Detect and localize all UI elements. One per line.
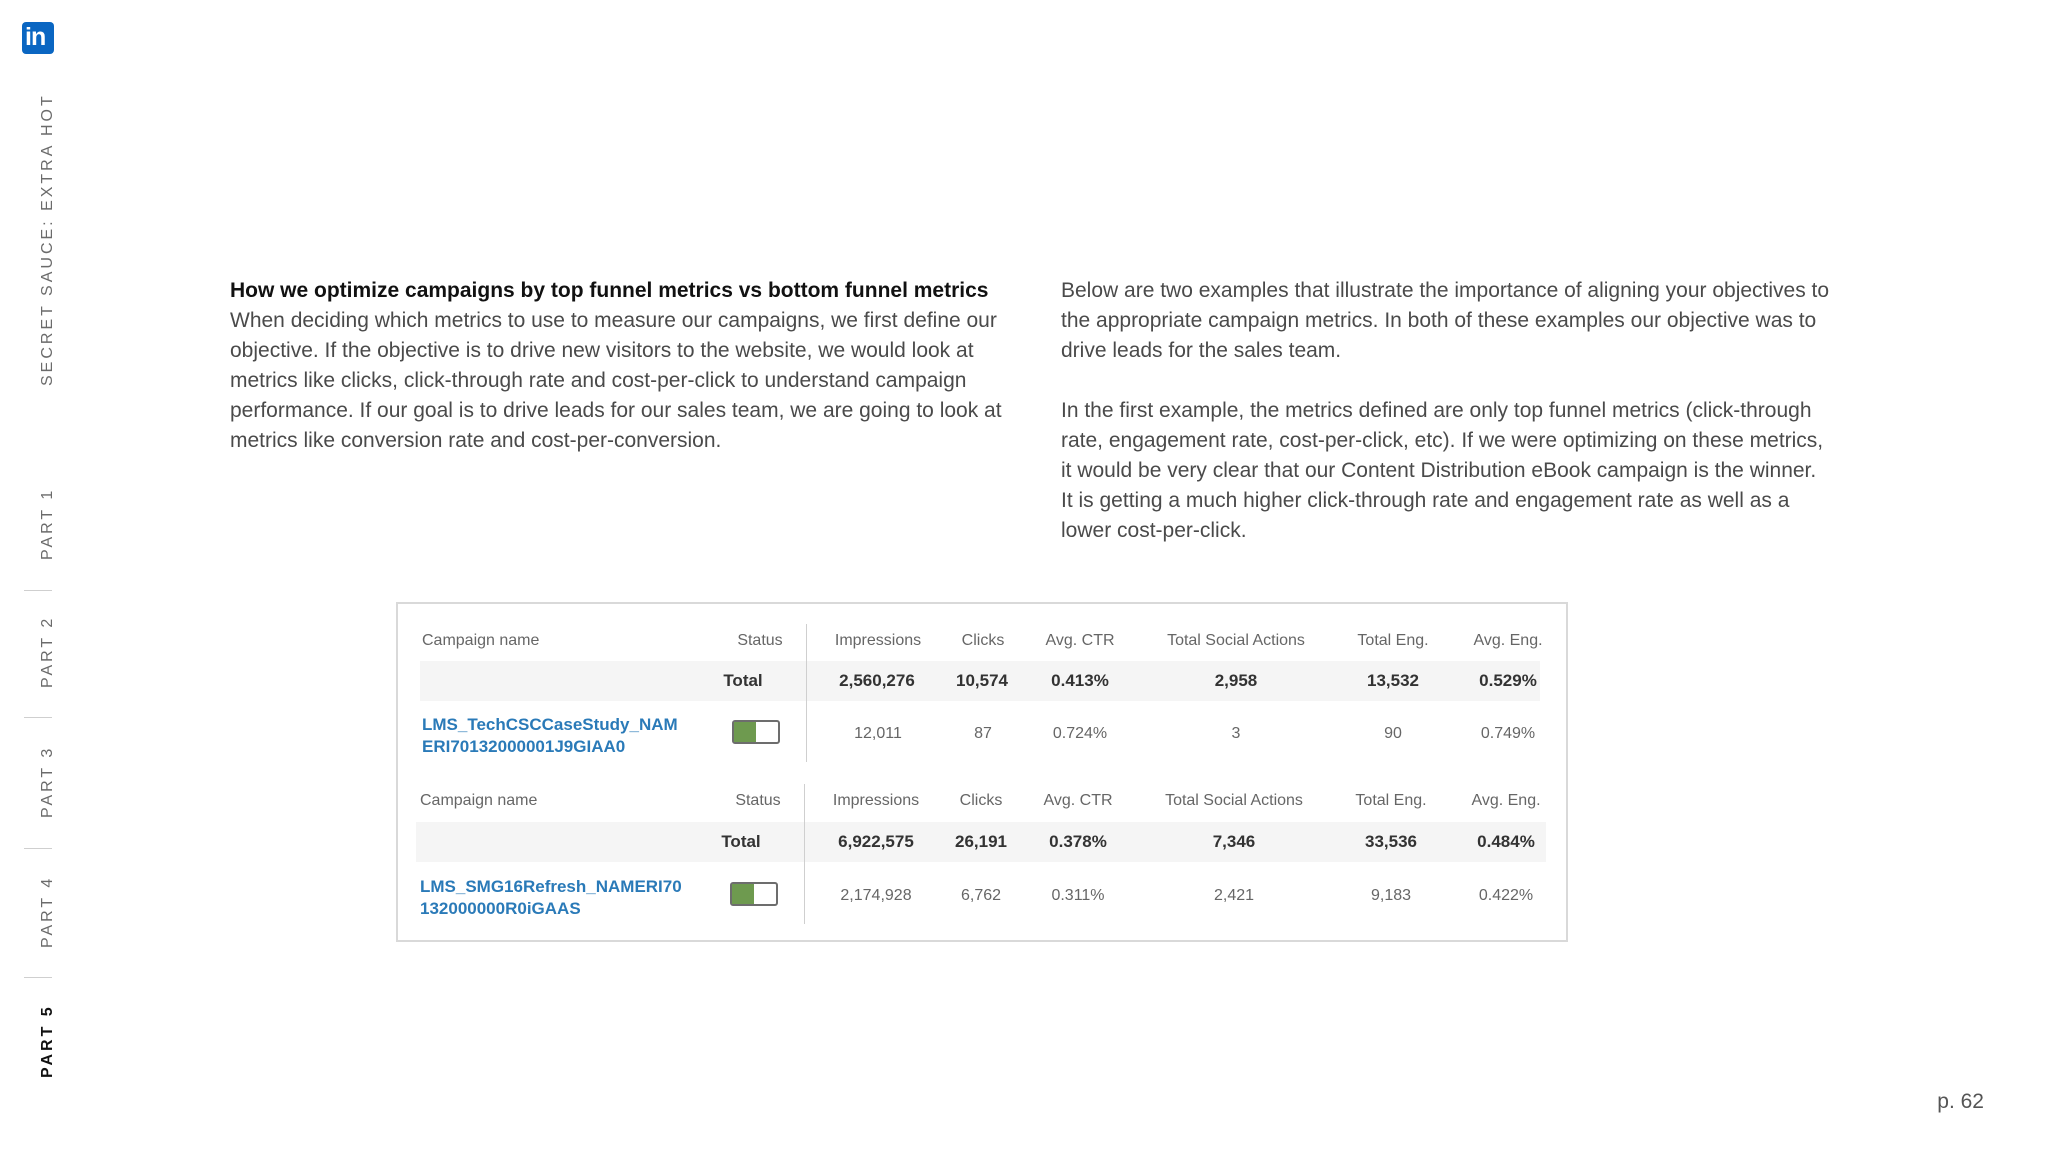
header-campaign-name: Campaign name — [420, 792, 538, 809]
total-avg-ctr: 0.378% — [1049, 832, 1107, 851]
table-header-row — [398, 621, 1566, 661]
campaign-name-line: 132000000R0iGAAS — [420, 899, 581, 918]
total-clicks: 10,574 — [956, 671, 1008, 690]
left-column — [230, 276, 1010, 456]
nav-divider — [24, 977, 52, 978]
right-paragraph-2: In the first example, the metrics defined are only top funnel metrics (click-through rate, engagement rate, cost-per-click, etc). If we were optimizing on these metrics, it would be very clear that our Content Distribution eBook campaign is the winner. It is getting a much higher click-through rate and engagement rate as well as a lower cost-per-click. — [1061, 399, 1824, 542]
total-impressions: 6,922,575 — [838, 832, 914, 851]
campaign-name-line: ERI70132000001J9GIAA0 — [422, 737, 626, 756]
header-clicks: Clicks — [961, 632, 1005, 649]
header-impressions: Impressions — [834, 632, 922, 649]
column-divider — [804, 784, 805, 924]
total-impressions: 2,560,276 — [839, 671, 915, 690]
header-total-eng: Total Eng. — [1355, 792, 1427, 809]
section-title: SECRET SAUCE: EXTRA HOT — [39, 93, 56, 386]
header-avg-eng: Avg. Eng. — [1473, 632, 1543, 649]
header-avg-eng: Avg. Eng. — [1471, 792, 1541, 809]
left-body: When deciding which metrics to use to measure our campaigns, we first define our objective. If the objective is to drive new visitors to the website, we would look at metrics like clicks, click-through rate and cost-per-click to understand campaign performance. If our goal is to drive leads for our sales team, we are going to look at metrics like conversion rate and cost-per-conversion. — [230, 309, 1002, 452]
campaign-name-link[interactable] — [420, 876, 720, 920]
header-clicks: Clicks — [959, 792, 1003, 809]
linkedin-logo-icon[interactable]: in — [22, 22, 54, 54]
header-status: Status — [735, 792, 781, 809]
header-status: Status — [737, 632, 783, 649]
table-total-row — [420, 661, 1540, 701]
table-total-row — [416, 822, 1546, 862]
header-avg-ctr: Avg. CTR — [1045, 632, 1115, 649]
header-campaign-name: Campaign name — [422, 632, 540, 649]
toggle-on-indicator — [734, 722, 756, 742]
campaign-impressions: 12,011 — [854, 725, 902, 742]
total-avg-eng: 0.484% — [1477, 832, 1535, 851]
campaign-avg-ctr: 0.724% — [1052, 725, 1108, 742]
header-impressions: Impressions — [832, 792, 920, 809]
nav-part-5[interactable]: PART 5 — [39, 1004, 56, 1078]
header-avg-ctr: Avg. CTR — [1043, 792, 1113, 809]
campaign-name-link[interactable] — [422, 714, 712, 758]
campaign-clicks: 6,762 — [960, 887, 1002, 904]
table-row — [398, 868, 1566, 924]
campaign-social-actions: 3 — [1231, 725, 1241, 742]
campaign-metrics-table — [396, 602, 1568, 942]
campaign-avg-ctr: 0.311% — [1051, 887, 1105, 904]
section-heading: How we optimize campaigns by top funnel metrics vs bottom funnel metrics — [230, 279, 989, 302]
total-eng: 33,536 — [1365, 832, 1417, 851]
nav-part-1[interactable]: PART 1 — [39, 487, 56, 560]
nav-part-2[interactable]: PART 2 — [39, 615, 56, 688]
campaign-name-line: LMS_SMG16Refresh_NAMERI70 — [420, 877, 682, 896]
total-social-actions: 7,346 — [1212, 832, 1256, 851]
table-row — [398, 706, 1566, 762]
total-label: Total — [721, 832, 761, 851]
campaign-impressions: 2,174,928 — [840, 887, 912, 904]
column-divider — [806, 624, 807, 762]
header-total-social-actions: Total Social Actions — [1165, 792, 1303, 809]
total-avg-ctr: 0.413% — [1051, 671, 1109, 690]
status-toggle[interactable] — [732, 720, 780, 744]
campaign-avg-eng: 0.749% — [1480, 725, 1536, 742]
toggle-on-indicator — [732, 884, 754, 904]
campaign-total-eng: 9,183 — [1370, 887, 1412, 904]
total-label: Total — [723, 671, 763, 690]
nav-part-4[interactable]: PART 4 — [39, 875, 56, 948]
campaign-social-actions: 2,421 — [1213, 887, 1255, 904]
header-total-social-actions: Total Social Actions — [1167, 632, 1305, 649]
status-toggle[interactable] — [730, 882, 778, 906]
nav-part-3[interactable]: PART 3 — [39, 745, 56, 818]
campaign-avg-eng: 0.422% — [1478, 887, 1534, 904]
campaign-total-eng: 90 — [1384, 725, 1402, 742]
right-column — [1061, 276, 1831, 546]
right-paragraph-1: Below are two examples that illustrate the importance of aligning your objectives to the appropriate campaign metrics. In both of these examples our objective was to drive leads for the sales team. — [1061, 279, 1830, 362]
total-eng: 13,532 — [1367, 671, 1419, 690]
total-clicks: 26,191 — [955, 832, 1007, 851]
page-number: p. 62 — [1937, 1090, 1984, 1113]
campaign-name-line: LMS_TechCSCCaseStudy_NAM — [422, 715, 678, 734]
table-header-row — [398, 781, 1566, 821]
total-avg-eng: 0.529% — [1479, 671, 1537, 690]
header-total-eng: Total Eng. — [1357, 632, 1429, 649]
nav-divider — [24, 848, 52, 849]
campaign-clicks: 87 — [974, 725, 992, 742]
sidebar — [0, 0, 56, 1152]
total-social-actions: 2,958 — [1214, 671, 1258, 690]
nav-divider — [24, 717, 52, 718]
nav-divider — [24, 590, 52, 591]
